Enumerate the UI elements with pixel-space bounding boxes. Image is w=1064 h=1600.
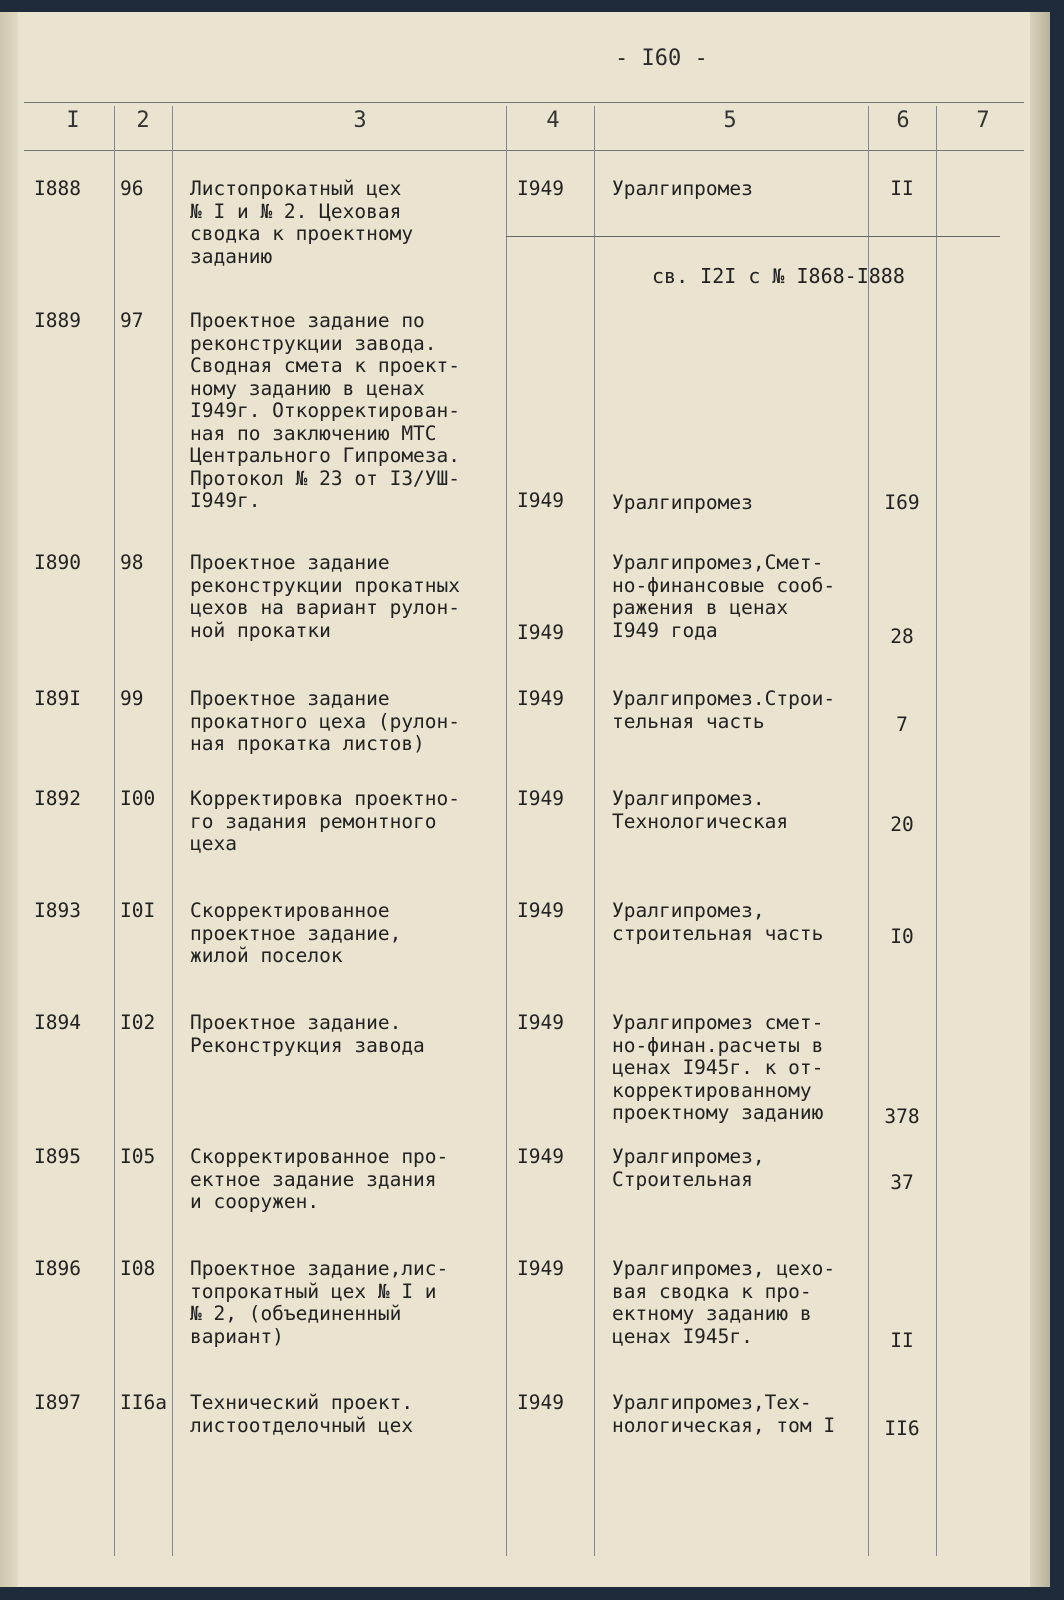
record-title: Проектное задание. Реконструкция завода [190,1011,425,1057]
col-header-1: I [66,108,80,133]
record-author: Уралгипромез, Строительная [612,1145,765,1191]
item-number: I02 [120,1011,156,1034]
record-year: I949 [517,899,564,922]
record-number: I888 [34,177,81,200]
summary-rule [506,236,1000,237]
record-year: I949 [517,1145,564,1168]
item-number: I00 [120,787,156,810]
record-year: I949 [517,1391,564,1414]
record-sheets: II [890,177,914,200]
record-sheets: 37 [890,1171,914,1194]
record-sheets: 20 [890,813,914,836]
record-sheets: 28 [890,625,914,648]
col-rule-1 [114,106,115,1556]
record-title: Скорректированное проектное задание, жилой поселок [190,899,402,967]
page-number: - I60 - [615,46,708,71]
record-year: I949 [517,787,564,810]
item-number: I08 [120,1257,156,1280]
record-title: Скорректированное про- ектное задание здания и сооружен. [190,1145,449,1213]
header-top-rule [24,102,1024,103]
record-year: I949 [517,687,564,710]
record-author: Уралгипромез [612,177,753,200]
record-sheets: II [890,1329,914,1352]
binding-edge [0,12,18,1587]
record-author: Уралгипромез [612,491,753,514]
summary-note: св. I2I с № I868-I888 [652,264,905,288]
record-year: I949 [517,1011,564,1034]
record-sheets: I0 [890,925,914,948]
col-header-4: 4 [546,108,560,133]
record-number: I896 [34,1257,81,1280]
record-number: I895 [34,1145,81,1168]
record-year: I949 [517,489,564,512]
record-number: I889 [34,309,81,332]
column-header-row [0,108,1050,154]
record-number: I892 [34,787,81,810]
record-title: Корректировка проектно- го задания ремонтного цеха [190,787,461,855]
record-sheets: II6 [884,1417,920,1440]
record-year: I949 [517,1257,564,1280]
record-number: I894 [34,1011,81,1034]
record-number: I897 [34,1391,81,1414]
col-rule-2 [172,106,173,1556]
record-title: Листопрокатный цех № I и № 2. Цеховая сводка к проектному заданию [190,177,414,268]
col-rule-6 [936,106,937,1556]
item-number: 97 [120,309,144,332]
record-author: Уралгипромез. Технологическая [612,787,789,833]
col-header-2: 2 [136,108,150,133]
item-number: 96 [120,177,144,200]
page-edge [1030,12,1050,1587]
col-header-7: 7 [976,108,990,133]
record-year: I949 [517,621,564,644]
record-number: I89I [34,687,81,710]
record-author: Уралгипромез,Смет- но-финансовые сооб- ражения в ценах I949 года [612,551,836,642]
record-title: Проектное задание по реконструкции завода. Сводная смета к проект- ному заданию в ценах I949г. Откорректирован- ная по заключению МТС Центрального Гипромеза. Протокол № 23 от I3/УШ- I949г. [190,309,461,512]
record-title: Проектное задание реконструкции прокатных цехов на вариант рулон- ной прокатки [190,551,461,642]
item-number: II6а [120,1391,167,1414]
record-author: Уралгипромез.Строи- тельная часть [612,687,836,733]
record-author: Уралгипромез,Тех- нологическая, том I [612,1391,836,1437]
record-sheets: 7 [896,713,908,736]
record-sheets: 378 [884,1105,920,1128]
item-number: 98 [120,551,144,574]
item-number: I05 [120,1145,156,1168]
record-author: Уралгипромез, строительная часть [612,899,824,945]
col-rule-4 [594,106,595,1556]
col-header-3: 3 [353,108,367,133]
record-number: I890 [34,551,81,574]
record-author: Уралгипромез смет- но-финан.расчеты в ценах I945г. к от- корректированному проектному заданию [612,1011,824,1124]
record-title: Проектное задание прокатного цеха (рулон- ная прокатка листов) [190,687,461,755]
record-author: Уралгипромез, цехо- вая сводка к про- ектному заданию в ценах I945г. [612,1257,836,1348]
item-number: 99 [120,687,144,710]
col-header-5: 5 [723,108,737,133]
document-page [0,12,1050,1587]
record-number: I893 [34,899,81,922]
record-sheets: I69 [884,491,920,514]
col-header-6: 6 [896,108,910,133]
header-bottom-rule [24,150,1024,151]
record-year: I949 [517,177,564,200]
item-number: I0I [120,899,156,922]
record-title: Технический проект. листоотделочный цех [190,1391,414,1437]
record-title: Проектное задание,лис- топрокатный цех № I и № 2, (объединенный вариант) [190,1257,449,1348]
